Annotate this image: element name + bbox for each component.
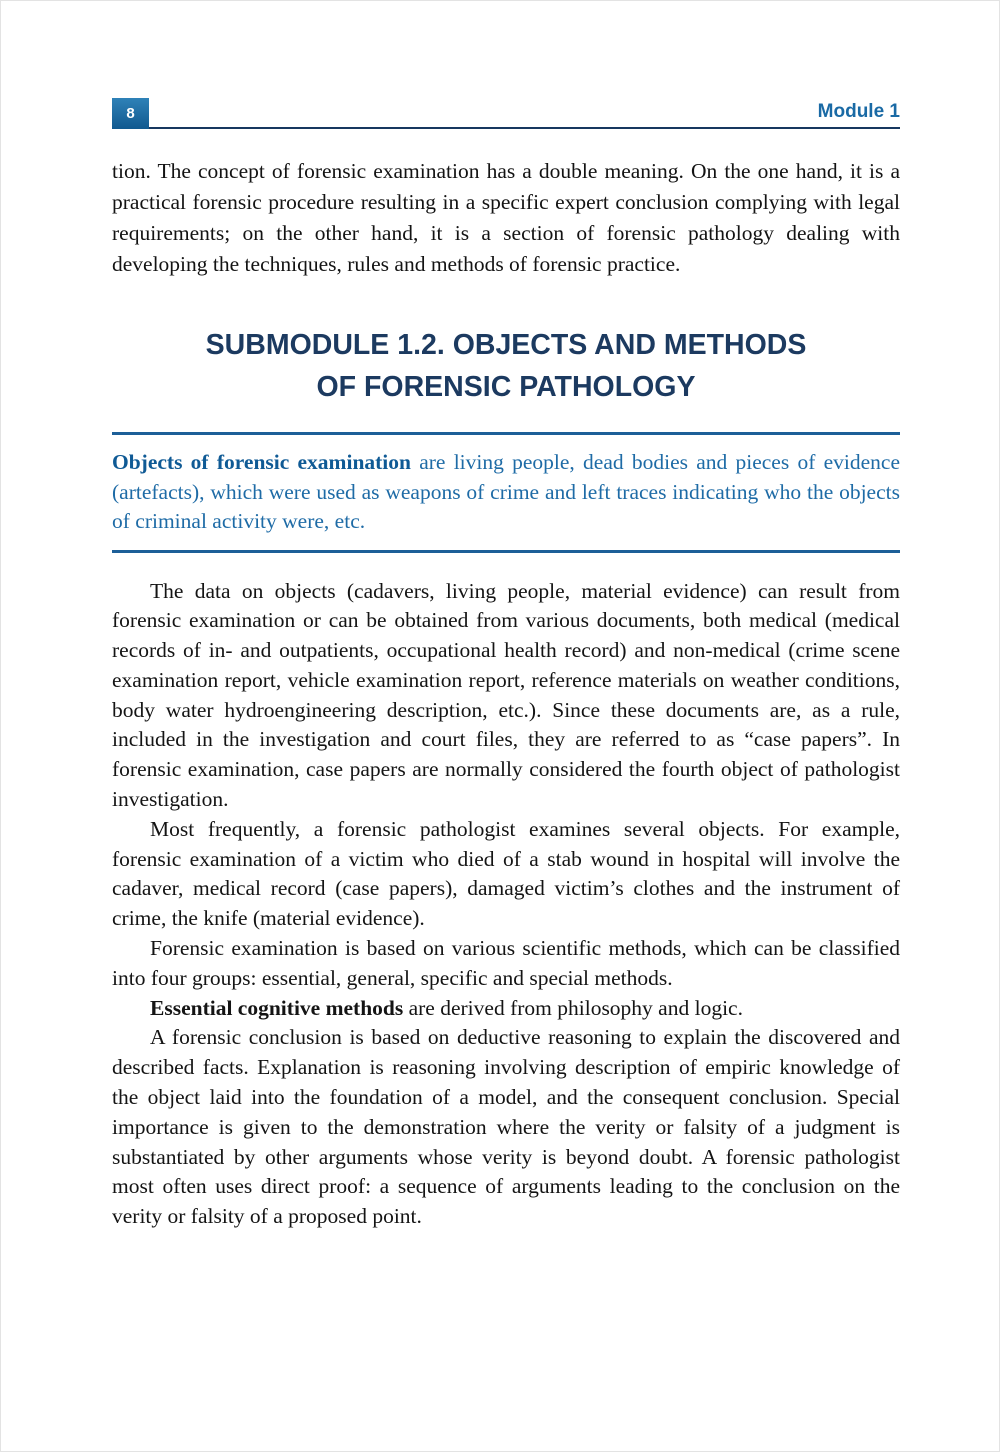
definition-text: are living people, dead bodies and pieces of evidence (artefacts), which were used as weapons of crime and left traces indicating who the objects of criminal activity were, etc.	[112, 450, 900, 533]
definition-term: Objects of forensic examination	[112, 450, 411, 474]
body-paragraph-1-text: The data on objects (cadavers, living people, material evidence) can result from forensic examination or can be obtained from various documents, both medical (medical records of in- and outpatients, occupational health record) and non-medical (crime scene examination report, vehicle examination report, reference materials on weather conditions, body water hydroengineering description, etc.). Since these documents are, as a rule, included in the investigation and court files, they are referred to as “case papers”. In forensic examination, case papers are normally considered the fourth object of pathologist investigation.	[112, 578, 900, 812]
body-paragraph-4	[112, 994, 900, 1024]
definition-bottom-rule	[112, 550, 900, 553]
intro-paragraph: tion. The concept of forensic examination has a double meaning. On the one hand, it is a practical forensic procedure resulting in a specific expert conclusion complying with legal requirements; on the other hand, it is a section of forensic pathology dealing with developing the techniques, rules and methods of forensic practice.	[112, 159, 900, 276]
body-text-block	[112, 577, 900, 1233]
header-rule	[149, 101, 900, 129]
body-paragraph-4-text: are derived from philosophy and logic.	[403, 995, 743, 1020]
submodule-heading-line2: OF FORENSIC PATHOLOGY	[316, 371, 696, 403]
body-paragraph-3-text: Forensic examination is based on various scientific methods, which can be classified into four groups: essential, general, specific and special methods.	[112, 936, 900, 990]
definition-paragraph	[112, 448, 900, 537]
body-paragraph-2	[112, 815, 900, 934]
submodule-heading	[112, 324, 900, 408]
definition-top-rule	[112, 432, 900, 435]
submodule-heading-line1: SUBMODULE 1.2. OBJECTS AND METHODS	[205, 329, 807, 361]
page-header	[112, 98, 900, 129]
body-paragraph-1	[112, 577, 900, 815]
body-paragraph-5	[112, 1023, 900, 1232]
body-paragraph-2-text: Most frequently, a forensic pathologist examines several objects. For example, forensic examination of a victim who died of a stab wound in hospital will involve the cadaver, medical record (case papers), damaged victim’s clothes and the instrument of crime, the knife (material evidence).	[112, 816, 900, 931]
page-number-badge: 8	[112, 98, 149, 129]
body-paragraph-5-text: A forensic conclusion is based on deductive reasoning to explain the discovered and described facts. Explanation is reasoning involving description of empiric knowledge of the object laid into the foundation of a model, and the consequent conclusion. Special importance is given to the demonstration where the verity or falsity of a judgment is substantiated by other arguments whose verity is beyond doubt. A forensic pathologist most often uses direct proof: a sequence of arguments leading to the conclusion on the verity or falsity of a proposed point.	[112, 1025, 900, 1229]
module-label: Module 1	[817, 101, 900, 122]
body-paragraph-3	[112, 934, 900, 994]
body-paragraph-4-lead: Essential cognitive methods	[150, 995, 404, 1020]
